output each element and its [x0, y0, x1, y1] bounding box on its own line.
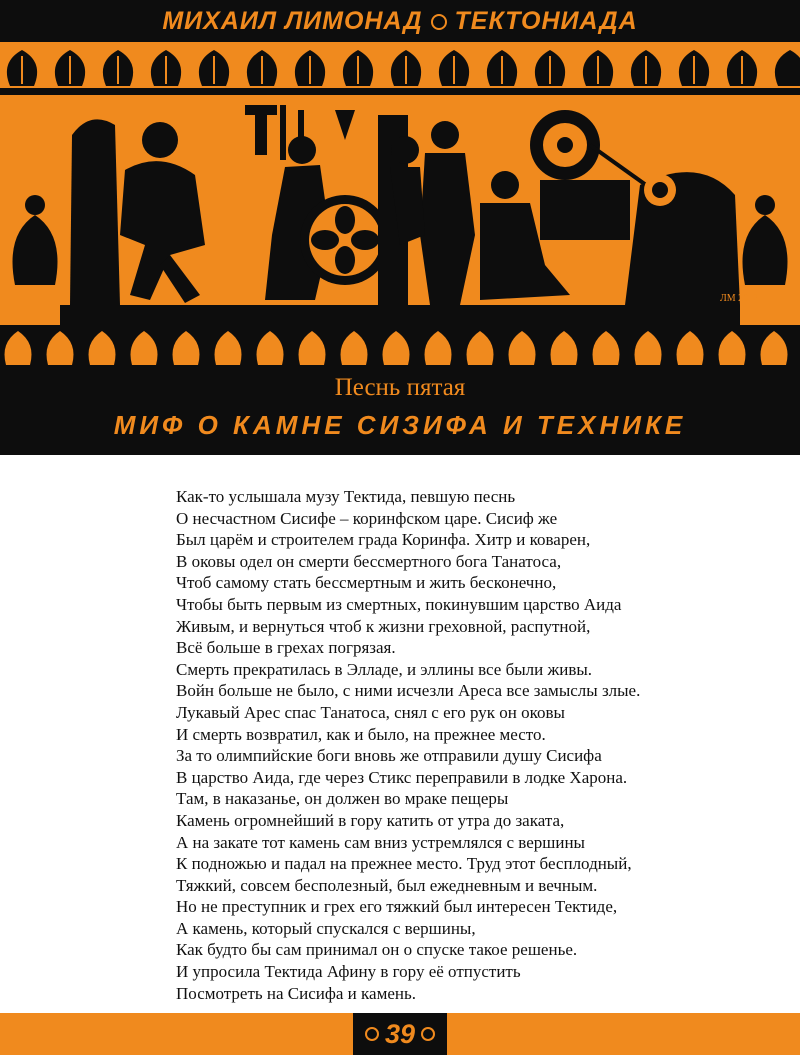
page-number: 39	[384, 1018, 416, 1049]
poem-text	[176, 486, 736, 1004]
book-title-bar	[0, 0, 800, 42]
poem-line: Как будто бы сам принимал он о спуске такое решенье.	[176, 940, 578, 960]
poem-line: Камень огромнейший в гору катить от утра до заката,	[176, 810, 565, 830]
artist-signature: ЛМ 2012	[720, 293, 759, 304]
poem-line: А на закате тот камень сам вниз устремлялся с вершины	[176, 832, 585, 852]
song-number: Песнь пятая	[334, 374, 466, 401]
vase-painting-scene	[0, 95, 800, 325]
song-title: МИФ О КАМНЕ СИЗИФА И ТЕХНИКЕ	[113, 410, 687, 440]
circle-ornament-icon	[365, 1027, 379, 1041]
palmette-ornament-top	[0, 42, 800, 95]
poem-line: Тяжкий, совсем бесполезный, был ежедневным и вечным.	[176, 875, 598, 895]
poem-line: За то олимпийские боги вновь же отправили душу Сисифа	[176, 746, 602, 766]
poem-line: Войн больше не было, с ними исчезли Ареса все замыслы злые.	[176, 681, 641, 701]
poem-line: Чтобы быть первым из смертных, покинувшим царство Аида	[176, 594, 622, 614]
poem-line: А камень, который спускался с вершины,	[176, 918, 476, 938]
poem-line: Как-то услышала музу Тектида, певшую песнь	[176, 487, 516, 506]
poem-line: Чтоб самому стать бессмертным и жить бесконечно,	[176, 573, 557, 593]
book-title: ТЕКТОНИАДА	[454, 6, 638, 35]
poem-line: В царство Аида, где через Стикс переправили в лодке Харона.	[176, 767, 628, 787]
circle-ornament-icon	[421, 1027, 435, 1041]
poem-line: Посмотреть на Сисифа и камень.	[176, 983, 416, 1003]
poem-line: И упросила Тектида Афину в гору её отпустить	[176, 962, 521, 982]
poem-line: Смерть прекратилась в Элладе, и эллины все были живы.	[176, 659, 593, 679]
page-number-badge	[353, 1013, 447, 1055]
poem-line: Живым, и вернуться чтоб к жизни греховной, распутной,	[176, 616, 591, 636]
palmette-ornament-bottom	[0, 325, 800, 370]
author-name: МИХАИЛ ЛИМОНАД	[162, 6, 423, 35]
poem-line: Лукавый Арес спас Танатоса, снял с его рук он оковы	[176, 702, 565, 722]
song-heading	[0, 370, 800, 455]
header-frame	[0, 0, 800, 455]
poem-line: К подножью и падал на прежнее место. Труд этот бесплодный,	[176, 854, 632, 874]
poem-line: Там, в наказанье, он должен во мраке пещеры	[176, 789, 509, 809]
circle-separator-icon	[431, 14, 447, 30]
poem-line: Но не преступник и грех его тяжкий был интересен Тектиде,	[176, 897, 618, 917]
poem-line: О несчастном Сисифе – коринфском царе. Сисиф же	[176, 508, 558, 528]
poem-line: Всё больше в грехах погрязая.	[176, 638, 396, 658]
poem-line: Был царём и строителем града Коринфа. Хитр и коварен,	[176, 530, 591, 550]
poem-line: В оковы одел он смерти бессмертного бога Танатоса,	[176, 551, 562, 571]
poem-line: И смерть возвратил, как и было, на прежнее место.	[176, 724, 546, 744]
